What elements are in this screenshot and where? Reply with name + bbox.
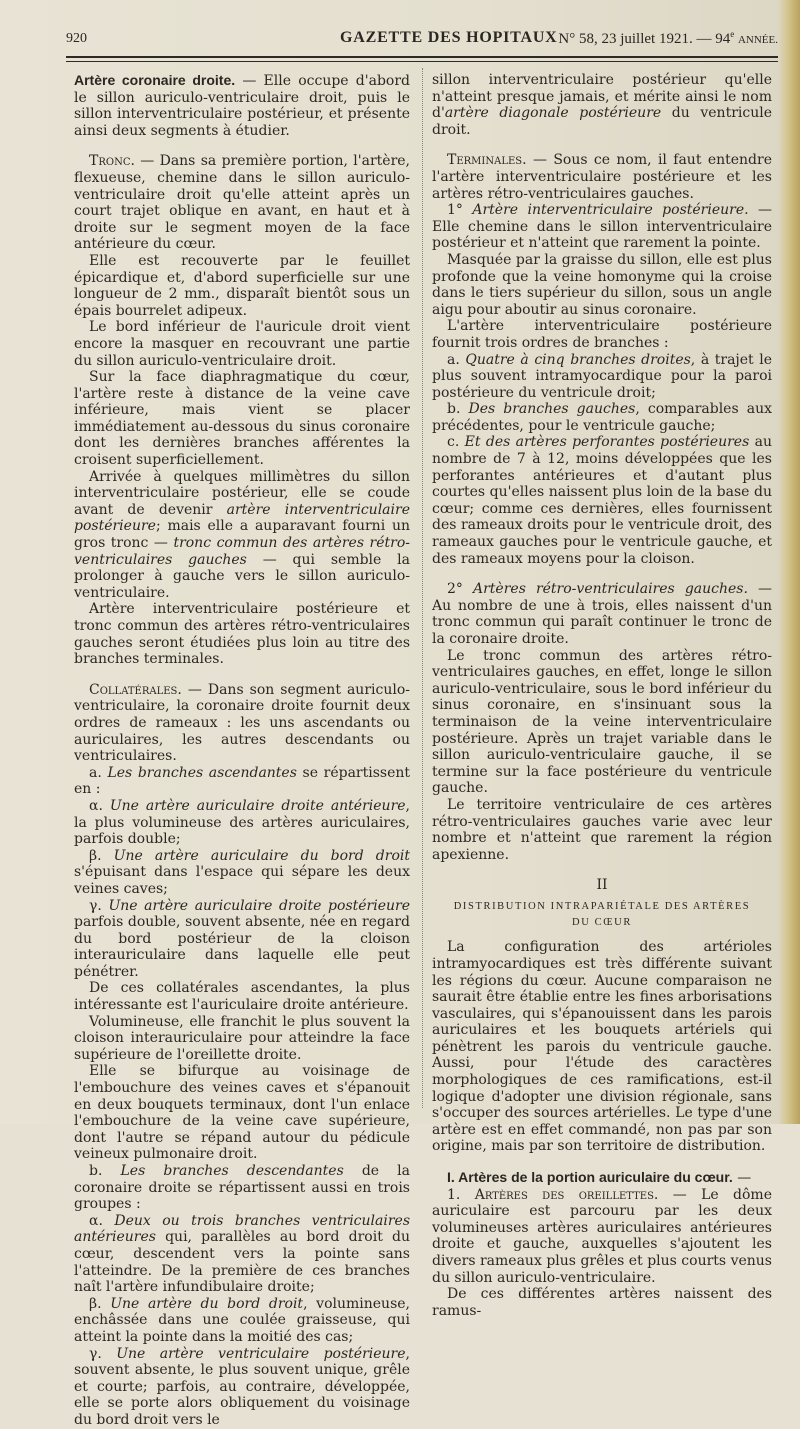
list-item [432,401,772,434]
list-item [74,1296,410,1346]
paragraph: Masquée par la graisse du sillon, elle est plus profonde que la veine homonyme qui la croise dans le tiers supérieur du sillon, sous un angle aigu pour aboutir au sinus coronaire. [432,251,772,318]
paragraph [432,1187,772,1287]
item-label: b. [89,1163,121,1179]
paragraph-text: parfois double, souvent absente, née en regard du bord postérieur de la cloison interauriculaire dans laquelle elle peut pénétrer. [74,914,410,980]
list-item [432,352,772,402]
list-item [74,848,410,898]
italic-term: Deux ou trois branches ventriculaires antérieures [74,1212,411,1246]
italic-term: tronc commun des artères rétro-ventriculaires gauches [74,535,410,568]
subsection-label: Terminales. [447,152,527,169]
page-number: 920 [66,31,87,46]
italic-term: Des branches gauches [468,401,636,418]
list-item [74,898,410,981]
page-edge [778,0,800,1124]
paragraph-text: sillon interventriculaire postérieur qu'elle n'atteint presque jamais, et mérite ainsi le nom d' [432,72,772,122]
paragraph [74,72,410,139]
italic-term: artère interventriculaire postérieure [74,501,410,535]
paragraph-text: , volumineuse, enchâssée dans une coulée graisseuse, qui atteint la pointe dans la moitié des cas; [74,1295,410,1345]
paragraph-text: — Dans son segment auriculo-ventriculaire, la coronaire droite fournit deux ordres de rameaux : les uns ascendants ou auriculaires, les autres descendants ou ventriculaires. [74,681,410,765]
paragraph [432,152,772,202]
paragraph [432,72,772,138]
paragraph-text: du ventricule droit. [432,105,772,138]
paragraph-text: — Elle occupe d'abord le sillon auriculo-ventriculaire droit, puis le sillon interventriculaire postérieur, et présente ainsi deux segments à étudier. [74,73,410,139]
paragraph-text: qui, parallèles au bord droit du cœur, descendent vers la pointe sans l'atteindre. De la première de ces branches naît l'artère infundibulaire droite; [74,1229,410,1296]
subsection-label: Tronc. [89,153,135,170]
italic-term: Quatre à cinq branches droites [465,351,691,368]
paragraph: Volumineuse, elle franchit le plus souvent la cloison interauriculaire pour atteindre la face supérieure de l'oreillette droite. [74,1013,410,1063]
right-column [432,72,773,1319]
section-heading-line: DU CŒUR [572,917,632,929]
italic-term: Une artère auriculaire droite antérieure [109,797,406,814]
paragraph [74,682,410,765]
paragraph: Le tronc commun des artères rétro-ventriculaires gauches, en effet, longe le sillon auriculo-ventriculaire, sous le bord inférieur du sinus coronaire, en s'insinuant sous la terminaison de la veine interventriculaire postérieure. Après un trajet variable dans le sillon auriculo-ventriculaire gauche, il se termine sur la face postérieure du ventricule gauche. [432,647,772,797]
item-label: γ. [89,1345,117,1362]
section-heading [432,899,772,931]
italic-term: Artère interventriculaire postérieure. [472,202,749,219]
paragraph: Sur la face diaphragmatique du cœur, l'artère reste à distance de la veine cave inférieure, mais vient se placer immédiatement au-dessous du sinus coronaire dont les dernières branches afférentes la croisent superficiellement. [74,369,410,469]
item-label: c. [447,434,465,451]
paragraph-text: , la plus volumineuse des artères auriculaires, parfois double; [74,797,410,848]
list-item [74,1213,410,1296]
list-item [74,798,410,848]
issue-main: N° 58, 23 juillet 1921. — 94 [558,31,731,47]
paragraph [74,153,410,253]
italic-term: Les branches ascendantes [107,764,297,781]
italic-term: Et des artères perforantes postérieures [464,434,750,451]
paragraph-text: , à trajet le plus souvent intramyocardique pour la paroi postérieure du ventricule droit; [432,351,773,401]
list-item [74,1346,410,1429]
italic-term: Artères rétro-ventriculaires gauches. [473,581,748,598]
list-item [432,581,772,647]
paragraph: De ces collatérales ascendantes, la plus intéressante est l'auriculaire droite antérieure. [74,980,410,1014]
section-title: I. Artères de la portion auriculaire du cœur. [447,1169,733,1186]
issue-tail: ANNÉE. [737,34,778,46]
paragraph: Le bord inférieur de l'auricule droit vient encore la masquer en recouvrant une partie du sillon auriculo-ventriculaire droit. [74,319,410,369]
paragraph-text: — Au nombre de une à trois, elles naissent d'un tronc commun qui paraît continuer le tronc de la coronaire droite. [432,581,773,647]
column-separator [422,68,423,1108]
item-label: a. [89,764,108,781]
list-item [432,202,772,252]
item-label: 1° [447,202,473,219]
running-header [66,27,778,51]
paragraph-text: — Sous ce nom, il faut entendre l'artère interventriculaire postérieure et les artères rétro-ventriculaires gauches. [432,152,772,202]
paragraph-text: ; mais elle a auparavant fourni un gros tronc — [74,518,410,552]
paragraph-text: au nombre de 7 à 12, moins développées que les perforantes antérieures et d'autant plus courtes qu'elles naissent plus loin de la base du cœur; comme ces dernières, elles fournissent des rameaux droits pour le ventricule droit, des rameaux gauches pour le ventricule gauche, et des rameaux moyens pour la cloison. [432,434,772,567]
paragraph [432,1169,772,1187]
paragraph: Elle est recouverte par le feuillet épicardique et, d'abord superficielle sur une longueur de 2 mm., disparaît bientôt sous un épais bourrelet adipeux. [74,252,410,319]
paragraph-text: — qui semble la prolonger à gauche vers le sillon auriculo-ventriculaire. [74,551,410,601]
paragraph: Artère interventriculaire postérieure et tronc commun des artères rétro-ventriculaires gauches seront étudiées plus loin au titre des branches terminales. [74,601,410,668]
paragraph: La configuration des artérioles intramyocardiques est très différente suivant les régions du cœur. Aucune comparaison ne saurait être établie entre les fines arborisations vasculaires, qui s'épanouissent dans les parois auriculaires et les bouquets artériels qui pénètrent les parois du ventricule gauche. Aussi, pour l'étude des caractères morphologiques de ces ramifications, est-il logique d'adopter une division régionale, sans s'occuper des sources artérielles. Le type d'une artère est en effet commandé, non pas par son origine, mais par son territoire de distribution. [432,939,772,1155]
paragraph-text: — Dans sa première portion, l'artère, flexueuse, chemine dans le sillon auriculo-ventriculaire droit qu'elle atteint après un court trajet oblique en avant, en haut et à droite sur le segment moyen de la face antérieure du cœur. [74,153,410,253]
subsection-label: Collatérales. [89,681,182,698]
item-label: β. [89,847,114,864]
item-label: b. [447,401,469,418]
header-rule-thick [66,56,778,58]
item-label: β. [89,1295,111,1312]
section-number: II [596,877,608,894]
italic-term: Une artère auriculaire droite postérieure [108,897,410,914]
left-column [74,72,411,1428]
item-label: α. [89,1212,115,1229]
list-item [74,765,410,798]
item-label: a. [447,351,466,368]
issue-info [558,29,778,48]
paragraph [74,469,410,602]
section-title: Artère coronaire droite. [74,72,236,88]
paragraph: Le territoire ventriculaire de ces artères rétro-ventriculaires gauches varie avec leur nombre et n'atteint que rarement la région apexienne. [432,796,772,863]
list-item [432,434,772,567]
paragraph: De ces différentes artères naissent des ramus- [432,1286,772,1319]
paragraph: Elle se bifurque au voisinage de l'embouchure des veines caves et s'épanouit en deux bouquets terminaux, dont l'un enlace l'embouchure de la veine cave supérieure, dont l'autre se répand autour du pédicule veineux pulmonaire droit. [74,1063,410,1163]
italic-term: artère diagonale postérieure [444,105,662,122]
italic-term: Les branches descendantes [120,1163,344,1179]
item-label: 2° [447,581,473,598]
paragraph-text: Arrivée à quelques millimètres du sillon interventriculaire postérieur, elle se coude avant de devenir [74,468,410,518]
paragraph-text: s'épuisant dans l'espace qui sépare les deux veines caves; [74,864,410,897]
item-label: γ. [89,897,109,914]
italic-term: Une artère du bord droit [110,1295,304,1312]
issue-sup: e [730,29,735,39]
paragraph-text: — [732,1170,752,1187]
paragraph-text: — Le dôme auriculaire est parcouru par les deux volumineuses artères auriculaires antérieures droite et gauche, auxquelles s'ajoutent les divers rameaux plus grêles et plus courts venus du sillon auriculo-ventriculaire. [432,1186,772,1286]
paragraph-text: de la coronaire droite se répartissent aussi en trois groupes : [74,1163,410,1213]
header-rule-thin [66,61,778,62]
paragraph-text: — Elle chemine dans le sillon interventriculaire postérieur et n'atteint que rarement la pointe. [432,202,773,252]
paragraph: L'artère interventriculaire postérieure fournit trois ordres de branches : [432,318,772,351]
section-heading-line: DISTRIBUTION INTRAPARIÉTALE DES ARTÈRES [453,901,751,913]
subsection-label: 1. Artères des oreillettes. [447,1186,659,1203]
paragraph-text: , comparables aux précédentes, pour le ventricule gauche; [432,401,772,434]
italic-term: Une artère ventriculaire postérieure [116,1345,406,1362]
paragraph-text: se répartissent en : [74,764,411,798]
italic-term: Une artère auriculaire du bord droit [113,847,410,864]
list-item [74,1163,410,1213]
paragraph-text: , souvent absente, le plus souvent unique, grêle et courte; parfois, au contraire, développée, elle se porte alors obliquement du voisinage du bord droit vers le [74,1345,410,1428]
item-label: α. [89,797,110,814]
journal-title: GAZETTE DES HOPITAUX [340,29,558,46]
